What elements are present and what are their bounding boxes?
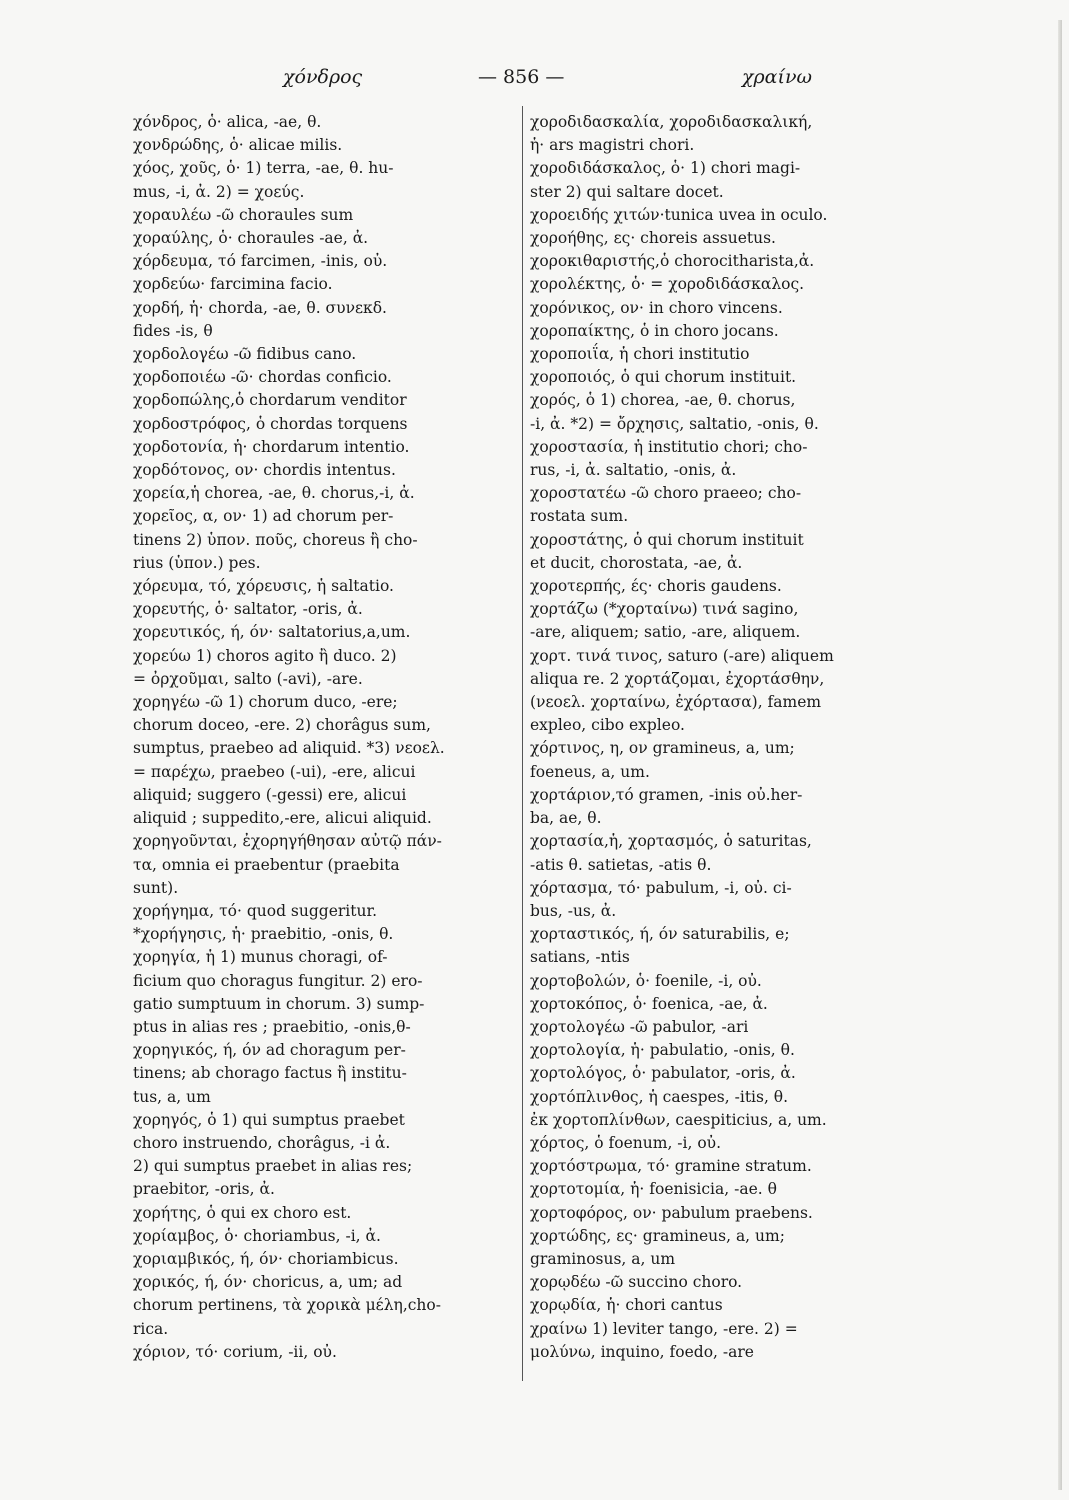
dictionary-line: χορευτικός, ή, όν· saltatorius,a,um. (133, 623, 411, 642)
page-edge-shadow (1058, 20, 1062, 1490)
dictionary-line: χοροδιδασκαλία, χοροδιδασκαλική, (530, 113, 813, 131)
dictionary-line: graminosus, a, um (530, 1249, 676, 1268)
dictionary-line: χοροστασία, ἡ institutio chori; cho- (530, 437, 808, 456)
dictionary-line: χορτάζω (*χορταίνω) τινά sagino, (530, 600, 799, 619)
dictionary-line: χοροποιός, ὁ qui chorum instituit. (530, 368, 797, 387)
dictionary-line: χορηγός, ὁ 1) qui sumptus praebet (133, 1110, 405, 1129)
dictionary-line: χορῳδία, ἡ· chori cantus (530, 1296, 723, 1315)
dictionary-line: χορεῖος, α, ον· 1) ad chorum per- (133, 507, 394, 526)
dictionary-line: rica. (133, 1319, 169, 1338)
dictionary-line: expleo, cibo expleo. (530, 716, 685, 735)
dictionary-line: χορδότονος, ον· chordis intentus. (133, 461, 396, 480)
dictionary-line: χορτόστρωμα, τό· gramine stratum. (530, 1157, 812, 1176)
dictionary-line: χόρευμα, τό, χόρευσις, ἡ saltatio. (133, 577, 394, 596)
dictionary-line: (νεοελ. χορταίνω, ἐχόρτασα), famem (530, 693, 822, 712)
dictionary-line: χορτ. τινά τινος, saturo (-are) aliquem (530, 646, 834, 665)
dictionary-line: χορτόπλινθος, ἡ caespes, -itis, θ. (530, 1087, 789, 1106)
dictionary-line: χοροτερπής, ές· choris gaudens. (530, 577, 782, 596)
dictionary-line: rius (ὑπον.) pes. (133, 553, 261, 572)
dictionary-line: ficium quo choragus fungitur. 2) ero- (133, 971, 423, 990)
dictionary-line: χόρτος, ὁ foenum, -i, οὐ. (530, 1133, 722, 1152)
dictionary-line: χοροποιΐα, ἡ chori institutio (530, 345, 750, 364)
dictionary-line: ἐκ χορτοπλίνθων, caespiticius, a, um. (530, 1110, 827, 1129)
dictionary-line: aliquid ; suppedito,-ere, alicui aliquid. (133, 809, 432, 828)
dictionary-line: χονδρώδης, ὁ· alicae milis. (133, 136, 343, 155)
dictionary-line: foeneus, a, um. (530, 762, 650, 781)
dictionary-line: χορηγοῦνται, ἐχορηγήθησαν αὐτῷ πάν- (133, 832, 442, 851)
dictionary-line: χορτοβολών, ὁ· foenile, -i, οὐ. (530, 971, 762, 990)
dictionary-line: χόνδρος, ὁ· alica, -ae, θ. (133, 113, 322, 131)
dictionary-line: χορδολογέω -ῶ fidibus cano. (133, 345, 357, 364)
dictionary-line: tinens; ab chorago factus ἢ institu- (133, 1064, 407, 1083)
dictionary-line: χορδή, ἡ· chorda, -ae, θ. συνεκδ. (133, 298, 387, 317)
dictionary-line: χορτοφόρος, ον· pabulum praebens. (530, 1203, 813, 1222)
dictionary-line: χορτολόγος, ὁ· pabulator, -oris, ἀ. (530, 1064, 796, 1083)
dictionary-line: χοραυλέω -ῶ choraules sum (133, 205, 354, 224)
dictionary-line: ἡ· ars magistri chori. (530, 136, 695, 155)
dictionary-line: -are, aliquem; satio, -are, aliquem. (530, 623, 801, 642)
dictionary-line: χορταστικός, ή, όν saturabilis, e; (530, 925, 790, 944)
dictionary-line: χόρτινος, η, ον gramineus, a, um; (530, 739, 795, 758)
dictionary-line: sumptus, praebeo ad aliquid. *3) νεοελ. (133, 739, 445, 758)
dictionary-line: χορδοποιέω -ῶ· chordas conficio. (133, 368, 392, 387)
dictionary-line: χορός, ὁ 1) chorea, -ae, θ. chorus, (530, 391, 796, 410)
page-header (0, 66, 1069, 96)
right-column (530, 111, 915, 1386)
dictionary-line: χορίαμβος, ὁ· choriambus, -i, ἀ. (133, 1226, 381, 1245)
dictionary-line: χορῳδέω -ῶ succino choro. (530, 1273, 743, 1292)
dictionary-line: tus, a, um (133, 1087, 211, 1106)
dictionary-line: χορτοτομία, ἡ· foenisicia, -ae. θ (530, 1180, 777, 1199)
dictionary-line: χορτώδης, ες· gramineus, a, um; (530, 1226, 785, 1245)
dictionary-line: χόριον, τό· corium, -ii, οὐ. (133, 1342, 337, 1361)
dictionary-line: = παρέχω, praebeo (-ui), -ere, alicui (133, 762, 416, 781)
dictionary-line: -i, ἀ. *2) = ὄρχησις, saltatio, -onis, θ. (530, 414, 819, 433)
dictionary-line: χορδοτονία, ἡ· chordarum intentio. (133, 437, 410, 456)
dictionary-line: -atis θ. satietas, -atis θ. (530, 855, 712, 874)
dictionary-line: χοροδιδάσκαλος, ὁ· 1) chori magi- (530, 159, 801, 178)
dictionary-line: χοραύλης, ὁ· choraules -ae, ἀ. (133, 229, 369, 248)
dictionary-line: χοροπαίκτης, ὁ in choro jocans. (530, 321, 779, 340)
dictionary-line: bus, -us, ἀ. (530, 901, 617, 920)
dictionary-line: χορευτής, ὁ· saltator, -oris, ἀ. (133, 600, 363, 619)
dictionary-line: χορτοκόπος, ὁ· foenica, -ae, ἀ. (530, 994, 768, 1013)
dictionary-line: praebitor, -oris, ἀ. (133, 1180, 275, 1199)
dictionary-line: rostata sum. (530, 507, 629, 526)
dictionary-line: chorum doceo, -ere. 2) chorâgus sum, (133, 716, 431, 735)
dictionary-line: χορικός, ή, όν· choricus, a, um; ad (133, 1273, 403, 1292)
dictionary-line: χοροειδής χιτών·tunica uvea in oculo. (530, 205, 828, 224)
page-number: — 856 — (478, 66, 565, 88)
dictionary-line: χορηγέω -ῶ 1) chorum duco, -ere; (133, 693, 398, 712)
dictionary-line: aliqua re. 2 χορτάζομαι, ἐχορτάσθην, (530, 669, 825, 688)
dictionary-line: χορεύω 1) choros agito ἢ duco. 2) (133, 646, 397, 665)
dictionary-line: rus, -i, ἀ. saltatio, -onis, ἀ. (530, 461, 737, 480)
dictionary-line: tinens 2) ὑπον. ποῦς, choreus ἢ cho- (133, 530, 418, 549)
dictionary-line: ster 2) qui saltare docet. (530, 182, 724, 201)
dictionary-line: χορηγία, ἡ 1) munus choragi, of- (133, 948, 388, 967)
dictionary-line: χόρδευμα, τό farcimen, -inis, οὐ. (133, 252, 388, 271)
dictionary-line: μολύνω, inquino, foedo, -are (530, 1342, 754, 1361)
dictionary-line: et ducit, chorostata, -ae, ἀ. (530, 553, 743, 572)
dictionary-line: χοροήθης, ες· choreis assuetus. (530, 229, 776, 248)
dictionary-line: mus, -i, ἀ. 2) = χοεύς. (133, 182, 305, 201)
dictionary-line: 2) qui sumptus praebet in alias res; (133, 1157, 413, 1176)
dictionary-line: χόος, χοῦς, ὁ· 1) terra, -ae, θ. hu- (133, 159, 394, 178)
dictionary-line: χόρτασμα, τό· pabulum, -i, οὐ. ci- (530, 878, 792, 897)
header-first-word: χόνδρος (283, 66, 363, 88)
dictionary-line: χορτασία,ἡ, χορτασμός, ὁ saturitas, (530, 832, 812, 851)
dictionary-line: χραίνω 1) leviter tango, -ere. 2) = (530, 1319, 798, 1338)
dictionary-line: choro instruendo, chorâgus, -i ἀ. (133, 1133, 391, 1152)
dictionary-line: χορτολογέω -ῶ pabulor, -ari (530, 1017, 749, 1036)
dictionary-line: χορδοστρόφος, ὁ chordas torquens (133, 414, 408, 433)
dictionary-line: χοροστάτης, ὁ qui chorum instituit (530, 530, 804, 549)
dictionary-line: χορήτης, ὁ qui ex choro est. (133, 1203, 352, 1222)
dictionary-line: τα, omnia ei praebentur (praebita (133, 855, 400, 874)
dictionary-line: χορεία,ἡ chorea, -ae, θ. chorus,-i, ἀ. (133, 484, 415, 503)
dictionary-line: satians, -ntis (530, 948, 630, 967)
dictionary-line: ba, ae, θ. (530, 809, 602, 828)
dictionary-line: chorum pertinens, τὰ χορικὰ μέλη,cho- (133, 1296, 441, 1315)
dictionary-line: χοριαμβικός, ή, όν· choriambicus. (133, 1249, 399, 1268)
column-divider (522, 106, 523, 1381)
dictionary-line: χορτολογία, ἡ· pabulatio, -onis, θ. (530, 1041, 795, 1060)
dictionary-line: χοροκιθαριστής,ὁ chorocitharista,ἀ. (530, 252, 815, 271)
dictionary-line: χοροστατέω -ῶ choro praeeo; cho- (530, 484, 802, 503)
dictionary-line: χορδοπώλης,ὁ chordarum venditor (133, 391, 407, 410)
dictionary-line: sunt). (133, 878, 179, 897)
dictionary-line: fides -is, θ (133, 321, 213, 340)
dictionary-line: aliquid; suggero (-gessi) ere, alicui (133, 785, 407, 804)
dictionary-line: = ὀρχοῦμαι, salto (-avi), -are. (133, 669, 363, 688)
dictionary-line: *χορήγησις, ἡ· praebitio, -onis, θ. (133, 925, 394, 944)
dictionary-line: gatio sumptuum in chorum. 3) sump- (133, 994, 425, 1013)
dictionary-line: χορολέκτης, ὁ· = χοροδιδάσκαλος. (530, 275, 805, 294)
dictionary-line: χορόνικος, ον· in choro vincens. (530, 298, 783, 317)
header-last-word: χραίνω (742, 66, 813, 88)
dictionary-line: χορηγικός, ή, όν ad choragum per- (133, 1041, 406, 1060)
dictionary-line: ptus in alias res ; praebitio, -onis,θ- (133, 1017, 411, 1036)
dictionary-line: χορδεύω· farcimina facio. (133, 275, 333, 294)
left-column (133, 111, 515, 1386)
dictionary-line: χορήγημα, τό· quod suggeritur. (133, 901, 378, 920)
dictionary-line: χορτάριον,τό gramen, -inis οὐ.her- (530, 785, 803, 804)
